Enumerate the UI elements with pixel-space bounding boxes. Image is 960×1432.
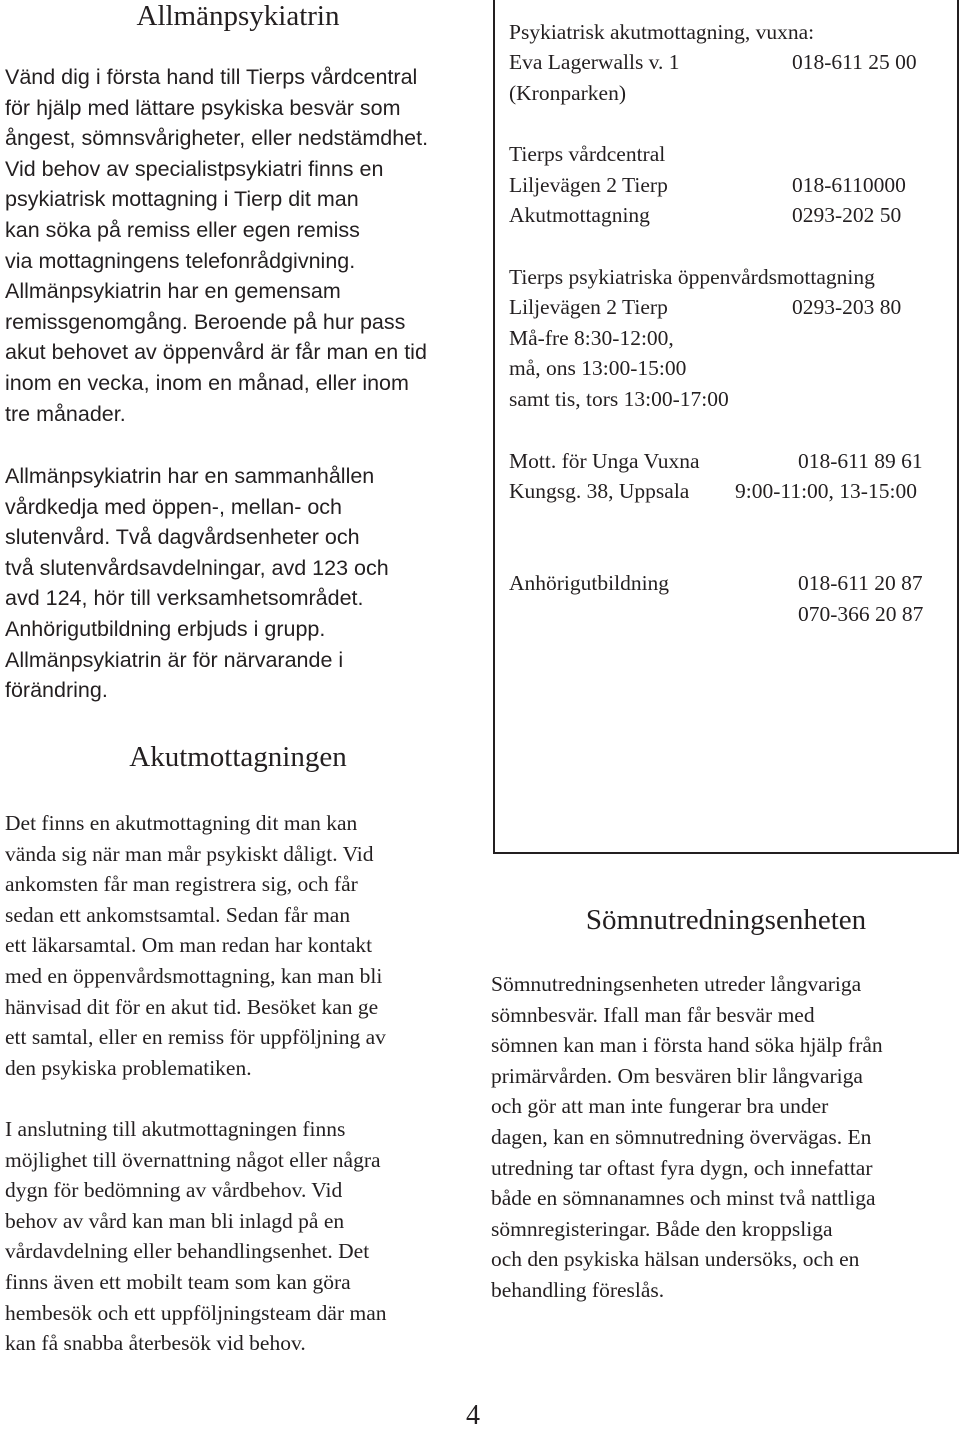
somnutredning-paragraph: Sömnutredningsenheten utreder långvariga sömnbesvär. Ifall man får besvär med sömnen kan man i första hand söka hjälp från primärvården. Om besvären blir långvariga och gör att man inte fungerar bra under dagen, kan en sömnutredning övervägas. En utredning tar oftast fyra dygn, och innefattar både en sömnanamnes och minst två nattliga sömnregisteringar. Både den kroppsliga och den psykiska hälsan undersöks, och en behandling föreslås.	[491, 972, 883, 1302]
unga-address-row	[509, 476, 947, 506]
vardcentral-address-row	[509, 170, 947, 200]
allmanpsykiatri-paragraph-1: Vänd dig i första hand till Tierps vårdcentral för hjälp med lättare psykiska besvär som ångest, sömnsvårigheter, eller nedstämdhet. Vid behov av specialistpsykiatri finns en psykiatrisk mottagning i Tierp dit man kan söka på remiss eller egen remiss via mottagningens telefonrådgivning. Allmänpsykiatrin har en gemensam remissgenomgång. Beroende på hur pass akut behovet av öppenvård är får man en tid inom en vecka, inom en månad, eller inom tre månader.	[5, 65, 429, 426]
oppenvard-hours-2: må, ons 13:00-15:00	[509, 356, 687, 380]
psyk-akut-title-row	[509, 17, 947, 47]
vardcentral-akut-phone: 0293-202 50	[792, 203, 902, 227]
allmanpsykiatri-paragraph-2: Allmänpsykiatrin har en sammanhållen vårdkedja med öppen-, mellan- och slutenvård. Två dagvårdsenheter och två slutenvårdsavdelningar, avd 123 och avd 124, hör till verksamhetsområdet. Anhörigutbildning erbjuds i grupp. Allmänpsykiatrin är för närvarande i förändring.	[5, 464, 389, 703]
oppenvard-hours-row-2	[509, 353, 947, 383]
oppenvard-hours-1: Må-fre 8:30-12:00,	[509, 326, 674, 350]
vardcentral-phone: 018-6110000	[792, 173, 906, 197]
akutmottagning-paragraph-1: Det finns en akutmottagning dit man kan vända sig när man mår psykiskt dåligt. Vid ankomsten får man registrera sig, och får sedan ett ankomstsamtal. Sedan får man ett läkarsamtal. Om man redan har kontakt med en öppenvårdsmottagning, kan man bli hänvisad dit för en akut tid. Besöket kan ge ett samtal, eller en remiss för uppföljning av den psykiska problematiken.	[5, 811, 386, 1080]
anhorig-phone-2: 070-366 20 87	[798, 602, 924, 626]
psyk-akut-title: Psykiatrisk akutmottagning, vuxna:	[509, 20, 815, 44]
vardcentral-title: Tierps vårdcentral	[509, 142, 666, 166]
vardcentral-akut-row	[509, 200, 947, 230]
oppenvard-title-row	[509, 262, 947, 292]
anhorig-row	[509, 568, 947, 598]
vardcentral-address: Liljevägen 2 Tierp	[509, 173, 668, 197]
oppenvard-address-row	[509, 292, 947, 322]
oppenvard-hours-row-1	[509, 323, 947, 353]
anhorig-row-2	[509, 599, 947, 629]
oppenvard-hours-3: samt tis, tors 13:00-17:00	[509, 387, 729, 411]
oppenvard-title: Tierps psykiatriska öppenvårdsmottagning	[509, 265, 875, 289]
unga-hours: 9:00-11:00, 13-15:00	[735, 479, 917, 503]
oppenvard-phone: 0293-203 80	[792, 295, 902, 319]
psyk-akut-area-row	[509, 78, 947, 108]
anhorig-phone-1: 018-611 20 87	[798, 571, 923, 595]
unga-phone: 018-611 89 61	[798, 449, 923, 473]
psyk-akut-address-row	[509, 47, 947, 77]
unga-title: Mott. för Unga Vuxna	[509, 449, 700, 473]
unga-title-row	[509, 446, 947, 476]
psyk-akut-phone: 018-611 25 00	[792, 50, 917, 74]
somnutredning-heading: Sömnutredningsenheten	[585, 904, 867, 936]
oppenvard-address: Liljevägen 2 Tierp	[509, 295, 668, 319]
vardcentral-akut-label: Akutmottagning	[509, 203, 650, 227]
unga-address: Kungsg. 38, Uppsala	[509, 479, 690, 503]
psyk-akut-area: (Kronparken)	[509, 81, 627, 105]
oppenvard-hours-row-3	[509, 384, 947, 414]
page-number: 4	[466, 1400, 480, 1431]
anhorig-label: Anhörigutbildning	[509, 571, 670, 595]
vardcentral-title-row	[509, 139, 947, 169]
akutmottagning-heading: Akutmottagningen	[129, 741, 347, 773]
akutmottagning-paragraph-2: I anslutning till akutmottagningen finns möjlighet till övernattning något eller några dygn för bedömning av vårdbehov. Vid behov av vård kan man bli inlagd på en vårdavdelning eller behandlingsenhet. Det finns även ett mobilt team som kan göra hembesök och ett uppföljningsteam där man kan få snabba återbesök vid behov.	[5, 1117, 387, 1356]
allmanpsykiatri-heading: Allmänpsykiatrin	[136, 0, 340, 32]
contact-box	[493, 0, 959, 854]
psyk-akut-address: Eva Lagerwalls v. 1	[509, 50, 680, 74]
